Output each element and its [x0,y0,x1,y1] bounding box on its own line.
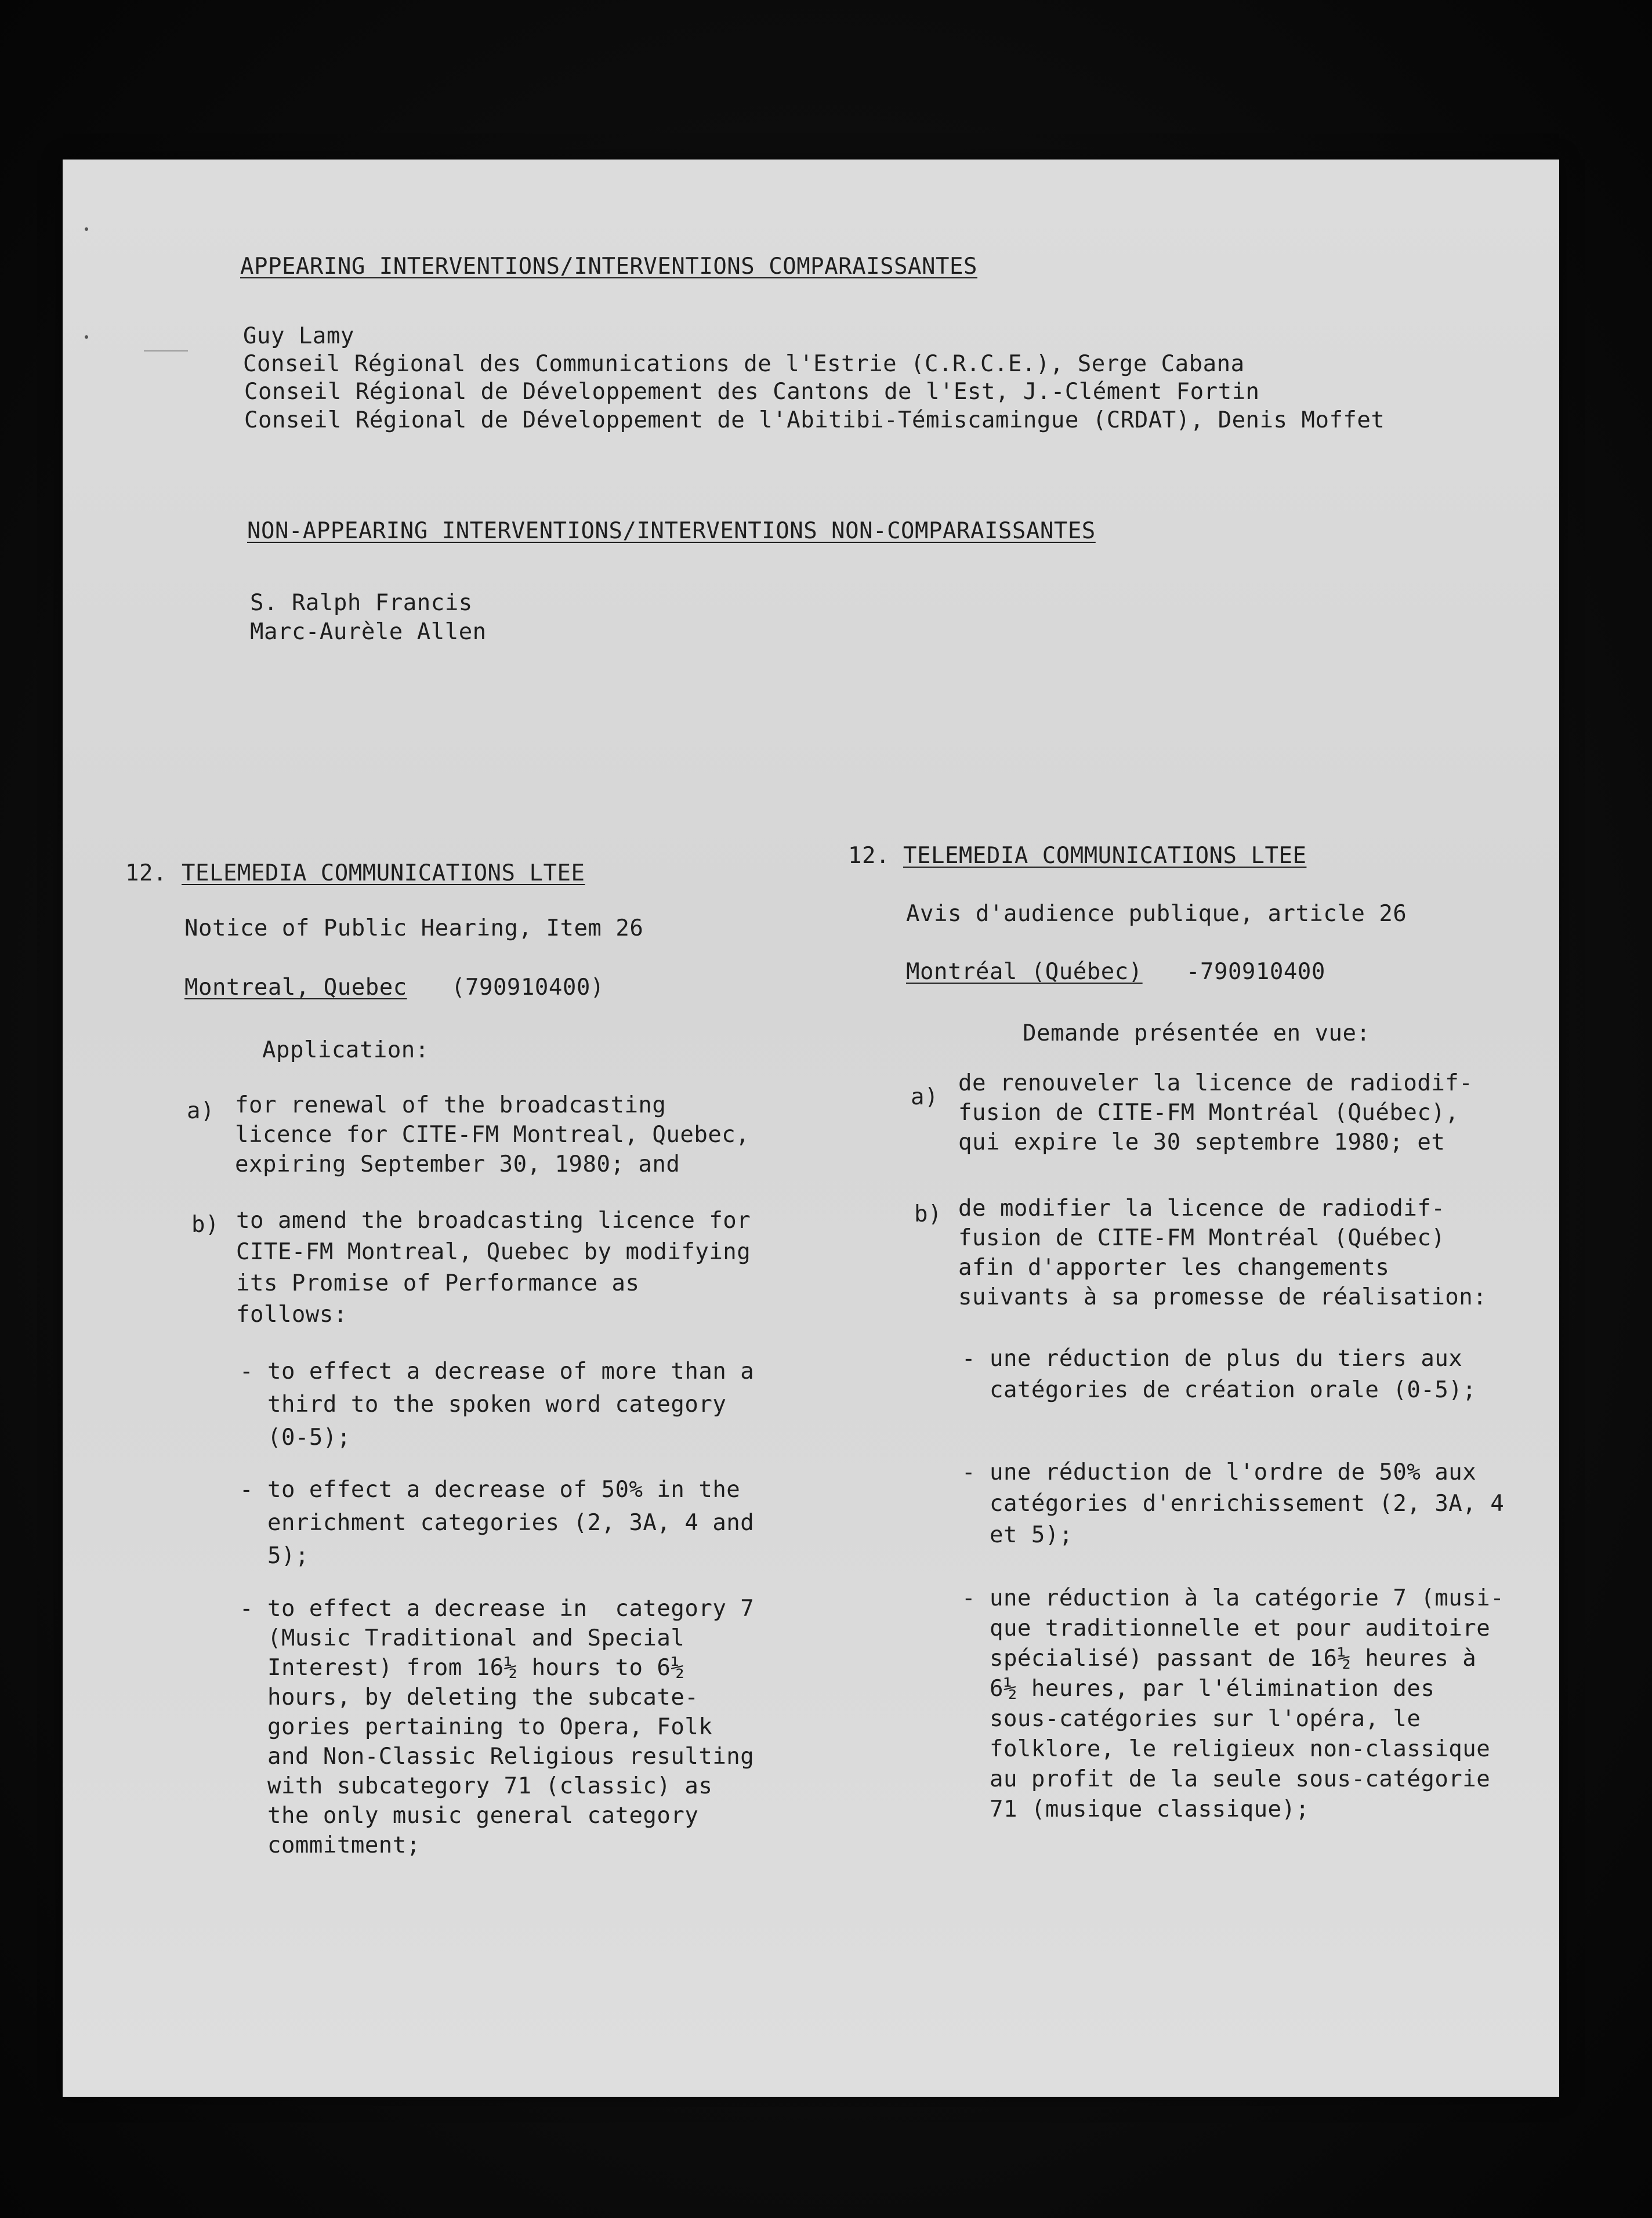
french-company-name: TELEMEDIA COMMUNICATIONS LTEE [903,843,1307,869]
appearing-heading: APPEARING INTERVENTIONS/INTERVENTIONS COMPARAISSANTES [240,253,977,280]
film-speck [85,227,88,231]
french-item-a-marker: a) [911,1084,939,1110]
french-item-b-text: de modifier la licence de radiodif- fusion de CITE-FM Montréal (Québec) afin d'apporter les changements suivants à sa promesse de réalisation: [958,1195,1487,1310]
french-bullet: - une réduction de plus du tiers aux catégories de création orale (0-5); [962,1346,1477,1403]
non-appearing-heading: NON-APPEARING INTERVENTIONS/INTERVENTIONS NON-COMPARAISSANTES [247,518,1096,544]
french-application-label: Demande présentée en vue: [1023,1020,1371,1046]
english-item-number: 12. [125,860,167,886]
english-file-number: (790910400) [451,974,604,1001]
english-bullet: - to effect a decrease in category 7 (Music Traditional and Special Interest) from 16½ hours to 6½ hours, by deleting the subcate- gories pertaining to Opera, Folk and Non-Classic Religious resulting with subcategory 71 (classic) as the only music general category commitment; [240,1596,755,1858]
appearing-item: Conseil Régional des Communications de l'Estrie (C.R.C.E.), Serge Cabana [243,351,1245,377]
film-dash [144,350,188,351]
english-item-a-text: for renewal of the broadcasting licence for CITE-FM Montreal, Quebec, expiring September 30, 1980; and [235,1092,750,1177]
non-appearing-item: S. Ralph Francis [250,590,473,616]
english-location: Montreal, Quebec [184,974,407,1001]
french-file-number: -790910400 [1186,959,1325,985]
french-item-b-marker: b) [914,1201,942,1227]
french-item-number: 12. [848,843,890,869]
french-bullet: - une réduction à la catégorie 7 (musi- que traditionnelle et pour auditoire spécialisé) passant de 16½ heures à 6½ heures, par l'élimination des sous-catégories sur l'opéra, le folklore, le religieux non-classique au profit de la seule sous-catégorie 71 (musique classique); [962,1585,1505,1822]
english-item-b-marker: b) [191,1212,219,1238]
french-bullet: - une réduction de l'ordre de 50% aux catégories d'enrichissement (2, 3A, 4 et 5); [962,1459,1505,1548]
english-bullet: - to effect a decrease of 50% in the enrichment categories (2, 3A, 4 and 5); [240,1477,755,1569]
english-bullet: - to effect a decrease of more than a third to the spoken word category (0-5); [240,1358,755,1451]
english-item-a-marker: a) [187,1098,215,1124]
non-appearing-item: Marc-Aurèle Allen [250,619,487,645]
french-notice-line: Avis d'audience publique, article 26 [906,901,1407,927]
french-location: Montréal (Québec) [906,959,1143,985]
appearing-item: Conseil Régional de Développement de l'Abitibi-Témiscamingue (CRDAT), Denis Moffet [244,407,1385,433]
english-application-label: Application: [262,1037,429,1063]
english-notice-line: Notice of Public Hearing, Item 26 [184,915,644,941]
english-company-name: TELEMEDIA COMMUNICATIONS LTEE [182,860,585,886]
french-item-a-text: de renouveler la licence de radiodif- fusion de CITE-FM Montréal (Québec), qui expire le 30 septembre 1980; et [958,1070,1473,1155]
appearing-item: Guy Lamy [243,323,354,349]
appearing-item: Conseil Régional de Développement des Cantons de l'Est, J.-Clément Fortin [244,379,1260,405]
film-speck [85,335,88,339]
english-item-b-text: to amend the broadcasting licence for CITE-FM Montreal, Quebec by modifying its Promise of Performance as follows: [236,1208,751,1328]
